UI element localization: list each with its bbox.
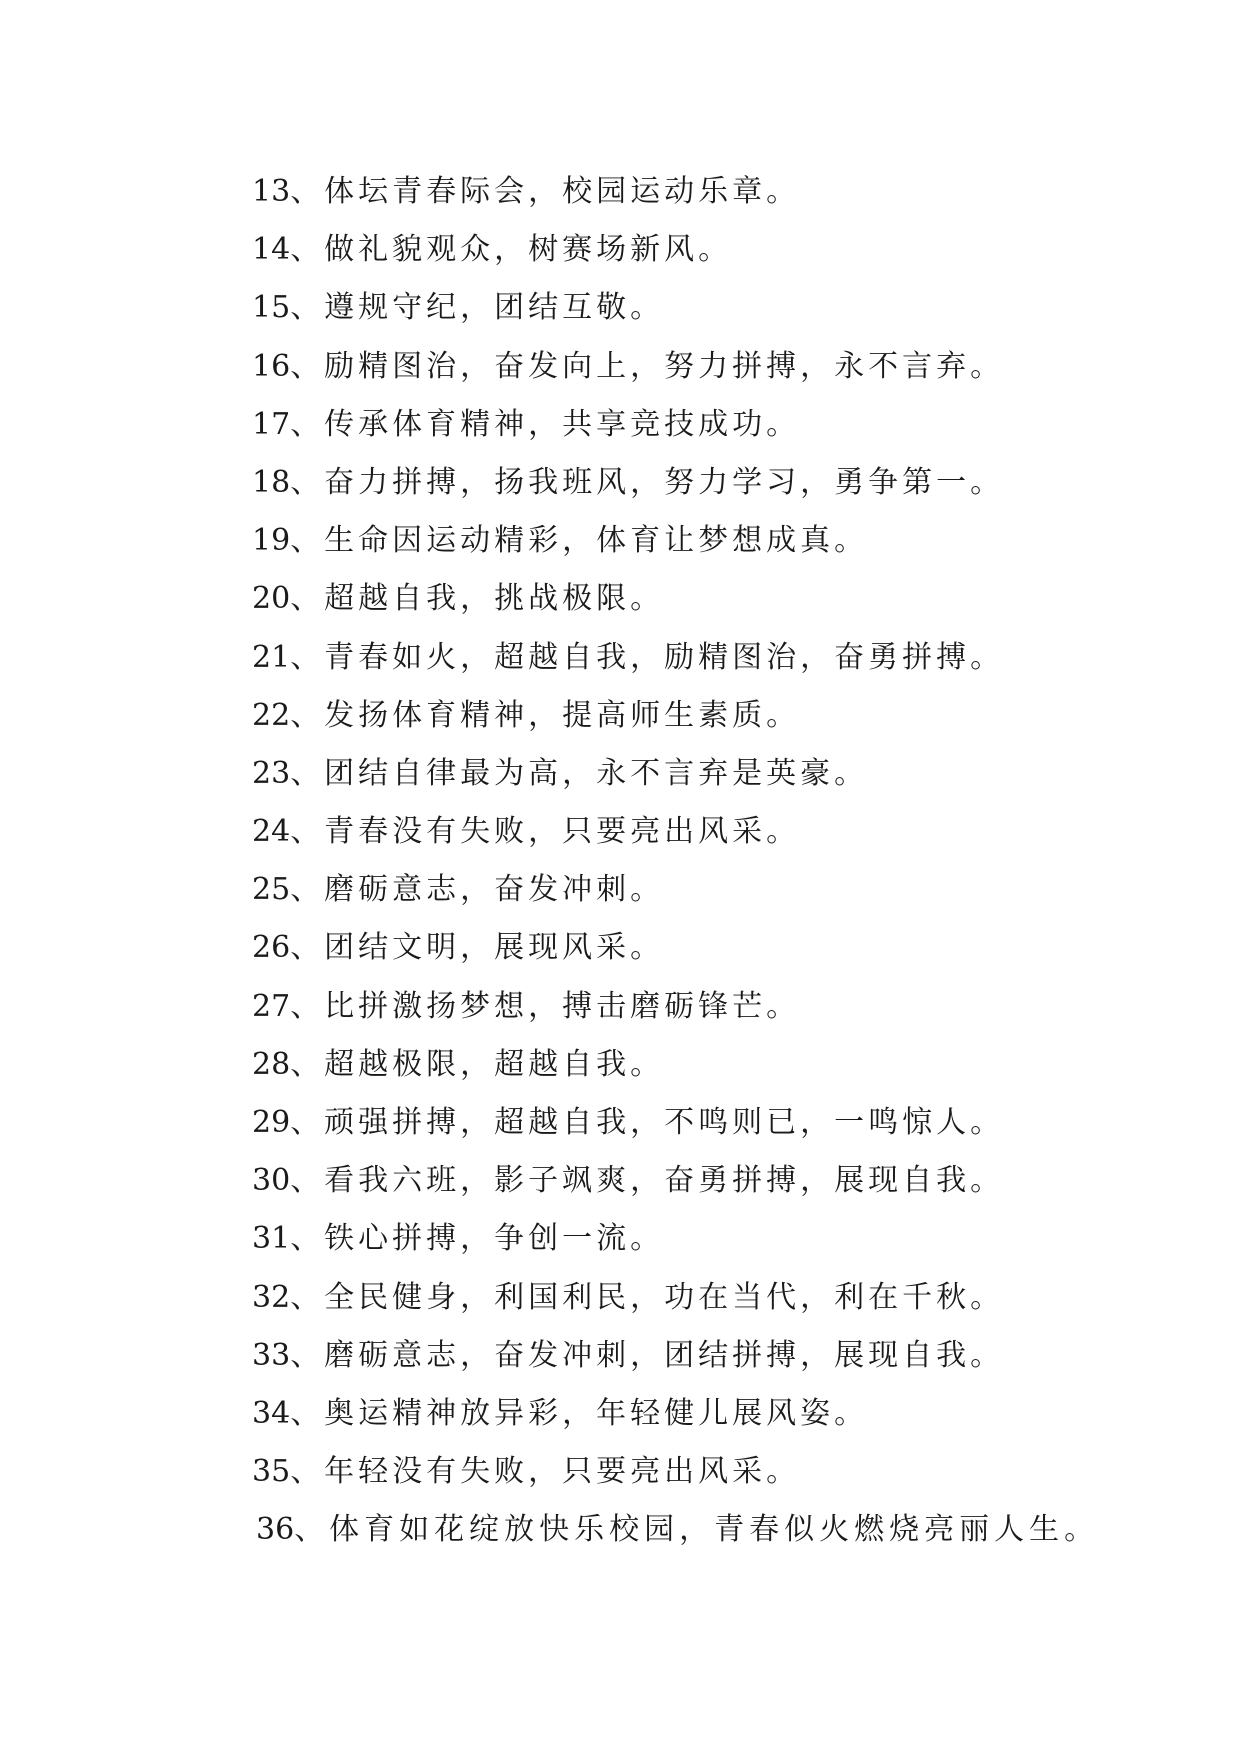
item-number: 13: [252, 174, 291, 209]
item-text: 、看我六班，影子飒爽，奋勇拼搏，展现自我。: [290, 1163, 1005, 1199]
list-item: [252, 687, 1099, 745]
list-item: [252, 861, 1099, 919]
list-item: [252, 1327, 1099, 1385]
item-text: 、体坛青春际会，校园运动乐章。: [290, 174, 801, 209]
list-item: [252, 1094, 1099, 1152]
item-text: 、奋力拼搏，扬我班风，努力学习，勇争第一。: [290, 464, 1005, 500]
item-number: 18: [252, 464, 291, 500]
list-item: [252, 570, 1099, 628]
item-number: 27: [252, 988, 291, 1024]
item-number: 19: [252, 523, 291, 559]
item-number: 29: [252, 1105, 291, 1140]
item-text: 、年轻没有失败，只要亮出风采。: [290, 1454, 801, 1490]
item-number: 23: [252, 755, 291, 791]
item-text: 、磨砺意志，奋发冲刺，团结拼搏，展现自我。: [290, 1337, 1005, 1373]
list-item: [252, 1152, 1099, 1210]
item-number: 32: [252, 1279, 291, 1315]
list-item: [252, 512, 1099, 570]
list-item: [252, 919, 1099, 977]
item-text: 、青春如火，超越自我，励精图治，奋勇拼搏。: [290, 639, 1005, 675]
item-text: 、遵规守纪，团结互敬。: [290, 290, 665, 326]
item-text: 、超越极限，超越自我。: [290, 1046, 665, 1082]
list-item: [252, 1385, 1099, 1443]
item-number: 24: [252, 814, 291, 850]
item-number: 20: [252, 581, 291, 617]
item-text: 、青春没有失败，只要亮出风采。: [290, 814, 801, 850]
list-item: [252, 396, 1099, 454]
list-item: [252, 745, 1099, 803]
item-number: 14: [252, 232, 291, 268]
item-text: 、团结文明，展现风采。: [290, 930, 665, 966]
item-number: 15: [252, 290, 291, 326]
item-text: 、团结自律最为高，永不言弃是英豪。: [290, 755, 869, 791]
item-text: 、生命因运动精彩，体育让梦想成真。: [290, 523, 869, 559]
item-number: 28: [252, 1046, 291, 1082]
list-item: [252, 1443, 1099, 1501]
item-number: 25: [252, 872, 291, 908]
item-text: 、超越自我，挑战极限。: [290, 581, 665, 617]
item-number: 35: [252, 1454, 291, 1490]
item-text: 、顽强拼搏，超越自我，不鸣则已，一鸣惊人。: [290, 1105, 1005, 1140]
item-text: 、比拼激扬梦想，搏击磨砺锋芒。: [290, 988, 801, 1024]
list-item: [252, 1269, 1099, 1327]
list-item: [252, 629, 1099, 687]
item-number: 16: [252, 348, 291, 384]
item-text: 、做礼貌观众，树赛场新风。: [290, 232, 733, 268]
list-item: [252, 338, 1099, 396]
list-item: [252, 1036, 1099, 1094]
item-number: 31: [252, 1221, 291, 1257]
item-number: 33: [252, 1337, 291, 1373]
item-number: 21: [252, 639, 291, 675]
item-text: 、磨砺意志，奋发冲刺。: [290, 872, 665, 908]
list-item: [252, 221, 1099, 279]
slogan-list: [252, 163, 1099, 1560]
list-item: [252, 454, 1099, 512]
item-text: 、发扬体育精神，提高师生素质。: [290, 697, 801, 733]
item-number: 30: [252, 1163, 291, 1199]
item-number: 34: [252, 1395, 291, 1431]
item-number: 22: [252, 697, 291, 733]
item-text: 、励精图治，奋发向上，努力拼搏，永不言弃。: [290, 348, 1005, 384]
item-number: 17: [252, 406, 291, 442]
item-number: 26: [252, 930, 291, 966]
item-text: 、体育如花绽放快乐校园，青春似火燃烧亮丽人生。: [294, 1512, 1100, 1548]
list-item: [252, 1210, 1099, 1268]
list-item: [252, 279, 1099, 337]
item-number: 36: [256, 1512, 295, 1548]
item-text: 、铁心拼搏，争创一流。: [290, 1221, 665, 1257]
item-text: 、传承体育精神，共享竞技成功。: [290, 406, 801, 442]
item-text: 、全民健身，利国利民，功在当代，利在千秋。: [290, 1279, 1005, 1315]
list-item: [252, 803, 1099, 861]
list-item: [252, 978, 1099, 1036]
list-item: [252, 163, 1099, 221]
list-item: [256, 1501, 1099, 1559]
item-text: 、奥运精神放异彩，年轻健儿展风姿。: [290, 1395, 869, 1431]
